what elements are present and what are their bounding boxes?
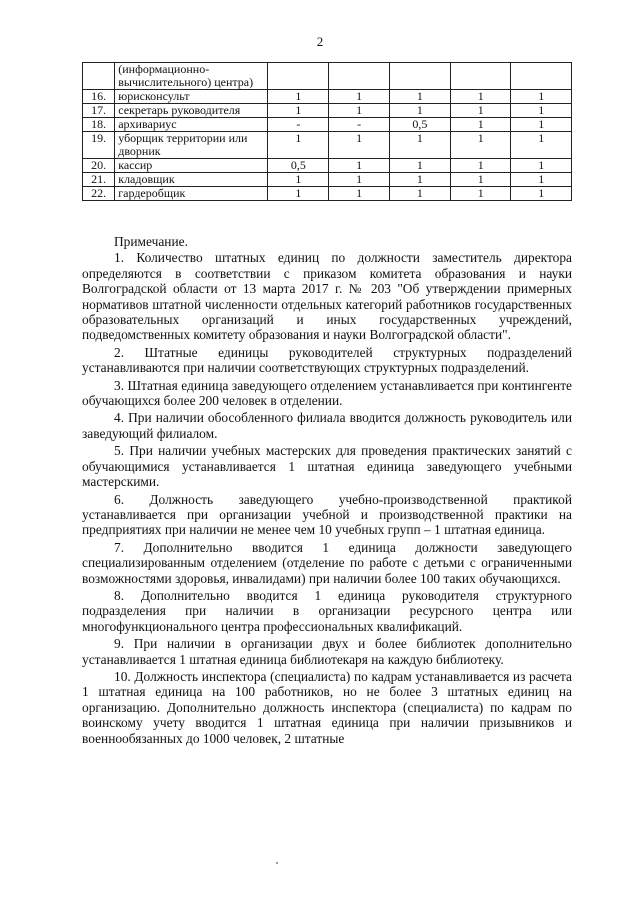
staff-units-cell: 1 — [389, 187, 450, 201]
staff-units-cell: 1 — [450, 187, 510, 201]
staff-units-cell: 1 — [389, 132, 450, 159]
note-paragraph: 7. Дополнительно вводится 1 единица должности заведующего специализированным отделением (отделение по работе с детьми с ограниченными возможностями здоровья, инвалидами) при наличии более 100 таких обучающихся. — [82, 539, 572, 586]
staff-units-cell: 0,5 — [389, 118, 450, 132]
position-name: кассир — [115, 159, 268, 173]
note-paragraph: 10. Должность инспектора (специалиста) по кадрам устанавливается из расчета 1 штатная единица на 100 работников, но не более 3 штатных единиц на организацию. Дополнительно должность инспектора (специалиста) по кадрам по воинскому учету вводится 1 штатная единица при наличии призывников и военнообязанных до 1000 человек, 2 штатные — [82, 668, 572, 746]
staff-units-cell — [511, 63, 572, 90]
position-name: гардеробщик — [115, 187, 268, 201]
staff-units-cell: 1 — [389, 104, 450, 118]
note-paragraph: 9. При наличии в организации двух и более библиотек дополнительно устанавливается 1 штатная единица библиотекаря на каждую библиотеку. — [82, 636, 572, 667]
scan-speck — [276, 862, 278, 864]
staff-units-cell: 1 — [329, 173, 389, 187]
staff-units-cell: 1 — [450, 90, 510, 104]
staff-units-cell: - — [268, 118, 329, 132]
table-row — [83, 63, 572, 90]
staff-units-cell: 1 — [450, 173, 510, 187]
row-number: 18. — [83, 118, 115, 132]
position-name: секретарь руководителя — [115, 104, 268, 118]
staff-units-cell: 1 — [389, 159, 450, 173]
position-name: кладовщик — [115, 173, 268, 187]
staff-units-cell: 1 — [389, 173, 450, 187]
row-number: 17. — [83, 104, 115, 118]
staff-units-cell: 1 — [450, 132, 510, 159]
staff-units-cell: 1 — [329, 159, 389, 173]
staff-units-cell: 1 — [511, 173, 572, 187]
staff-units-cell: 1 — [511, 118, 572, 132]
note-paragraph: 3. Штатная единица заведующего отделением устанавливается при контингенте обучающихся более 200 человек в отделении. — [82, 377, 572, 409]
staff-table — [82, 62, 572, 201]
table-row — [83, 104, 572, 118]
table-row — [83, 159, 572, 173]
staff-units-cell: 1 — [511, 132, 572, 159]
note-paragraph: 4. При наличии обособленного филиала вводится должность руководитель или заведующий филиалом. — [82, 410, 572, 441]
staff-units-cell: 1 — [329, 90, 389, 104]
table-row — [83, 173, 572, 187]
row-number: 19. — [83, 132, 115, 159]
staff-units-cell: 1 — [329, 104, 389, 118]
staff-units-cell — [450, 63, 510, 90]
note-paragraph: 8. Дополнительно вводится 1 единица руководителя структурного подразделения при наличии в организации ресурсного центра или многофункционального центра профессиональных квалификаций. — [82, 587, 572, 634]
staff-units-cell — [329, 63, 389, 90]
staff-units-cell — [389, 63, 450, 90]
note-paragraph: 2. Штатные единицы руководителей структурных подразделений устанавливаются при наличии соответствующих структурных подразделений. — [82, 344, 572, 376]
staff-units-cell: 1 — [450, 159, 510, 173]
staff-units-cell — [268, 63, 329, 90]
page-number: 2 — [316, 34, 324, 49]
note-paragraph: 5. При наличии учебных мастерских для проведения практических занятий с обучающимися устанавливается 1 штатная единица заведующего учебными мастерскими. — [82, 443, 572, 490]
staff-units-cell: 1 — [511, 159, 572, 173]
notes-heading: Примечание. — [114, 234, 188, 249]
staff-units-cell: 1 — [329, 132, 389, 159]
staff-units-cell: 1 — [329, 187, 389, 201]
staff-units-cell: 1 — [268, 187, 329, 201]
staff-units-cell: 1 — [450, 118, 510, 132]
staff-units-cell: 0,5 — [268, 159, 329, 173]
staff-units-cell: 1 — [268, 173, 329, 187]
staff-units-cell: 1 — [511, 187, 572, 201]
staff-units-cell: 1 — [389, 90, 450, 104]
staff-units-cell: 1 — [268, 132, 329, 159]
note-paragraph: 6. Должность заведующего учебно-производственной практикой устанавливается при организации учебной и производственной практики на предприятиях при наличии не менее чем 10 учебных групп – 1 штатная единица. — [82, 491, 572, 538]
table-row — [83, 132, 572, 159]
notes-section — [82, 234, 572, 748]
staff-units-cell: 1 — [511, 90, 572, 104]
row-number: 22. — [83, 187, 115, 201]
row-number: 16. — [83, 90, 115, 104]
table-row — [83, 118, 572, 132]
staff-units-cell: 1 — [511, 104, 572, 118]
position-name: (информационно-вычислительного) центра) — [115, 63, 268, 90]
notes-list — [82, 250, 572, 746]
position-name: архивариус — [115, 118, 268, 132]
staff-units-cell: - — [329, 118, 389, 132]
note-paragraph: 1. Количество штатных единиц по должности заместитель директора определяются в соответствии с приказом комитета образования и науки Волгоградской области от 13 марта 2017 г. № 203 "Об утверждении примерных нормативов штатной численности отдельных категорий работников государственных образовательных организаций и иных государственных учреждений, подведомственных комитету образования и науки Волгоградской области". — [82, 250, 572, 343]
table-row — [83, 187, 572, 201]
row-number — [83, 63, 115, 90]
staff-table-body — [83, 63, 572, 201]
position-name: уборщик территории или дворник — [115, 132, 268, 159]
staff-units-cell: 1 — [268, 104, 329, 118]
row-number: 20. — [83, 159, 115, 173]
staff-units-cell: 1 — [268, 90, 329, 104]
table-row — [83, 90, 572, 104]
row-number: 21. — [83, 173, 115, 187]
position-name: юрисконсульт — [115, 90, 268, 104]
staff-units-cell: 1 — [450, 104, 510, 118]
